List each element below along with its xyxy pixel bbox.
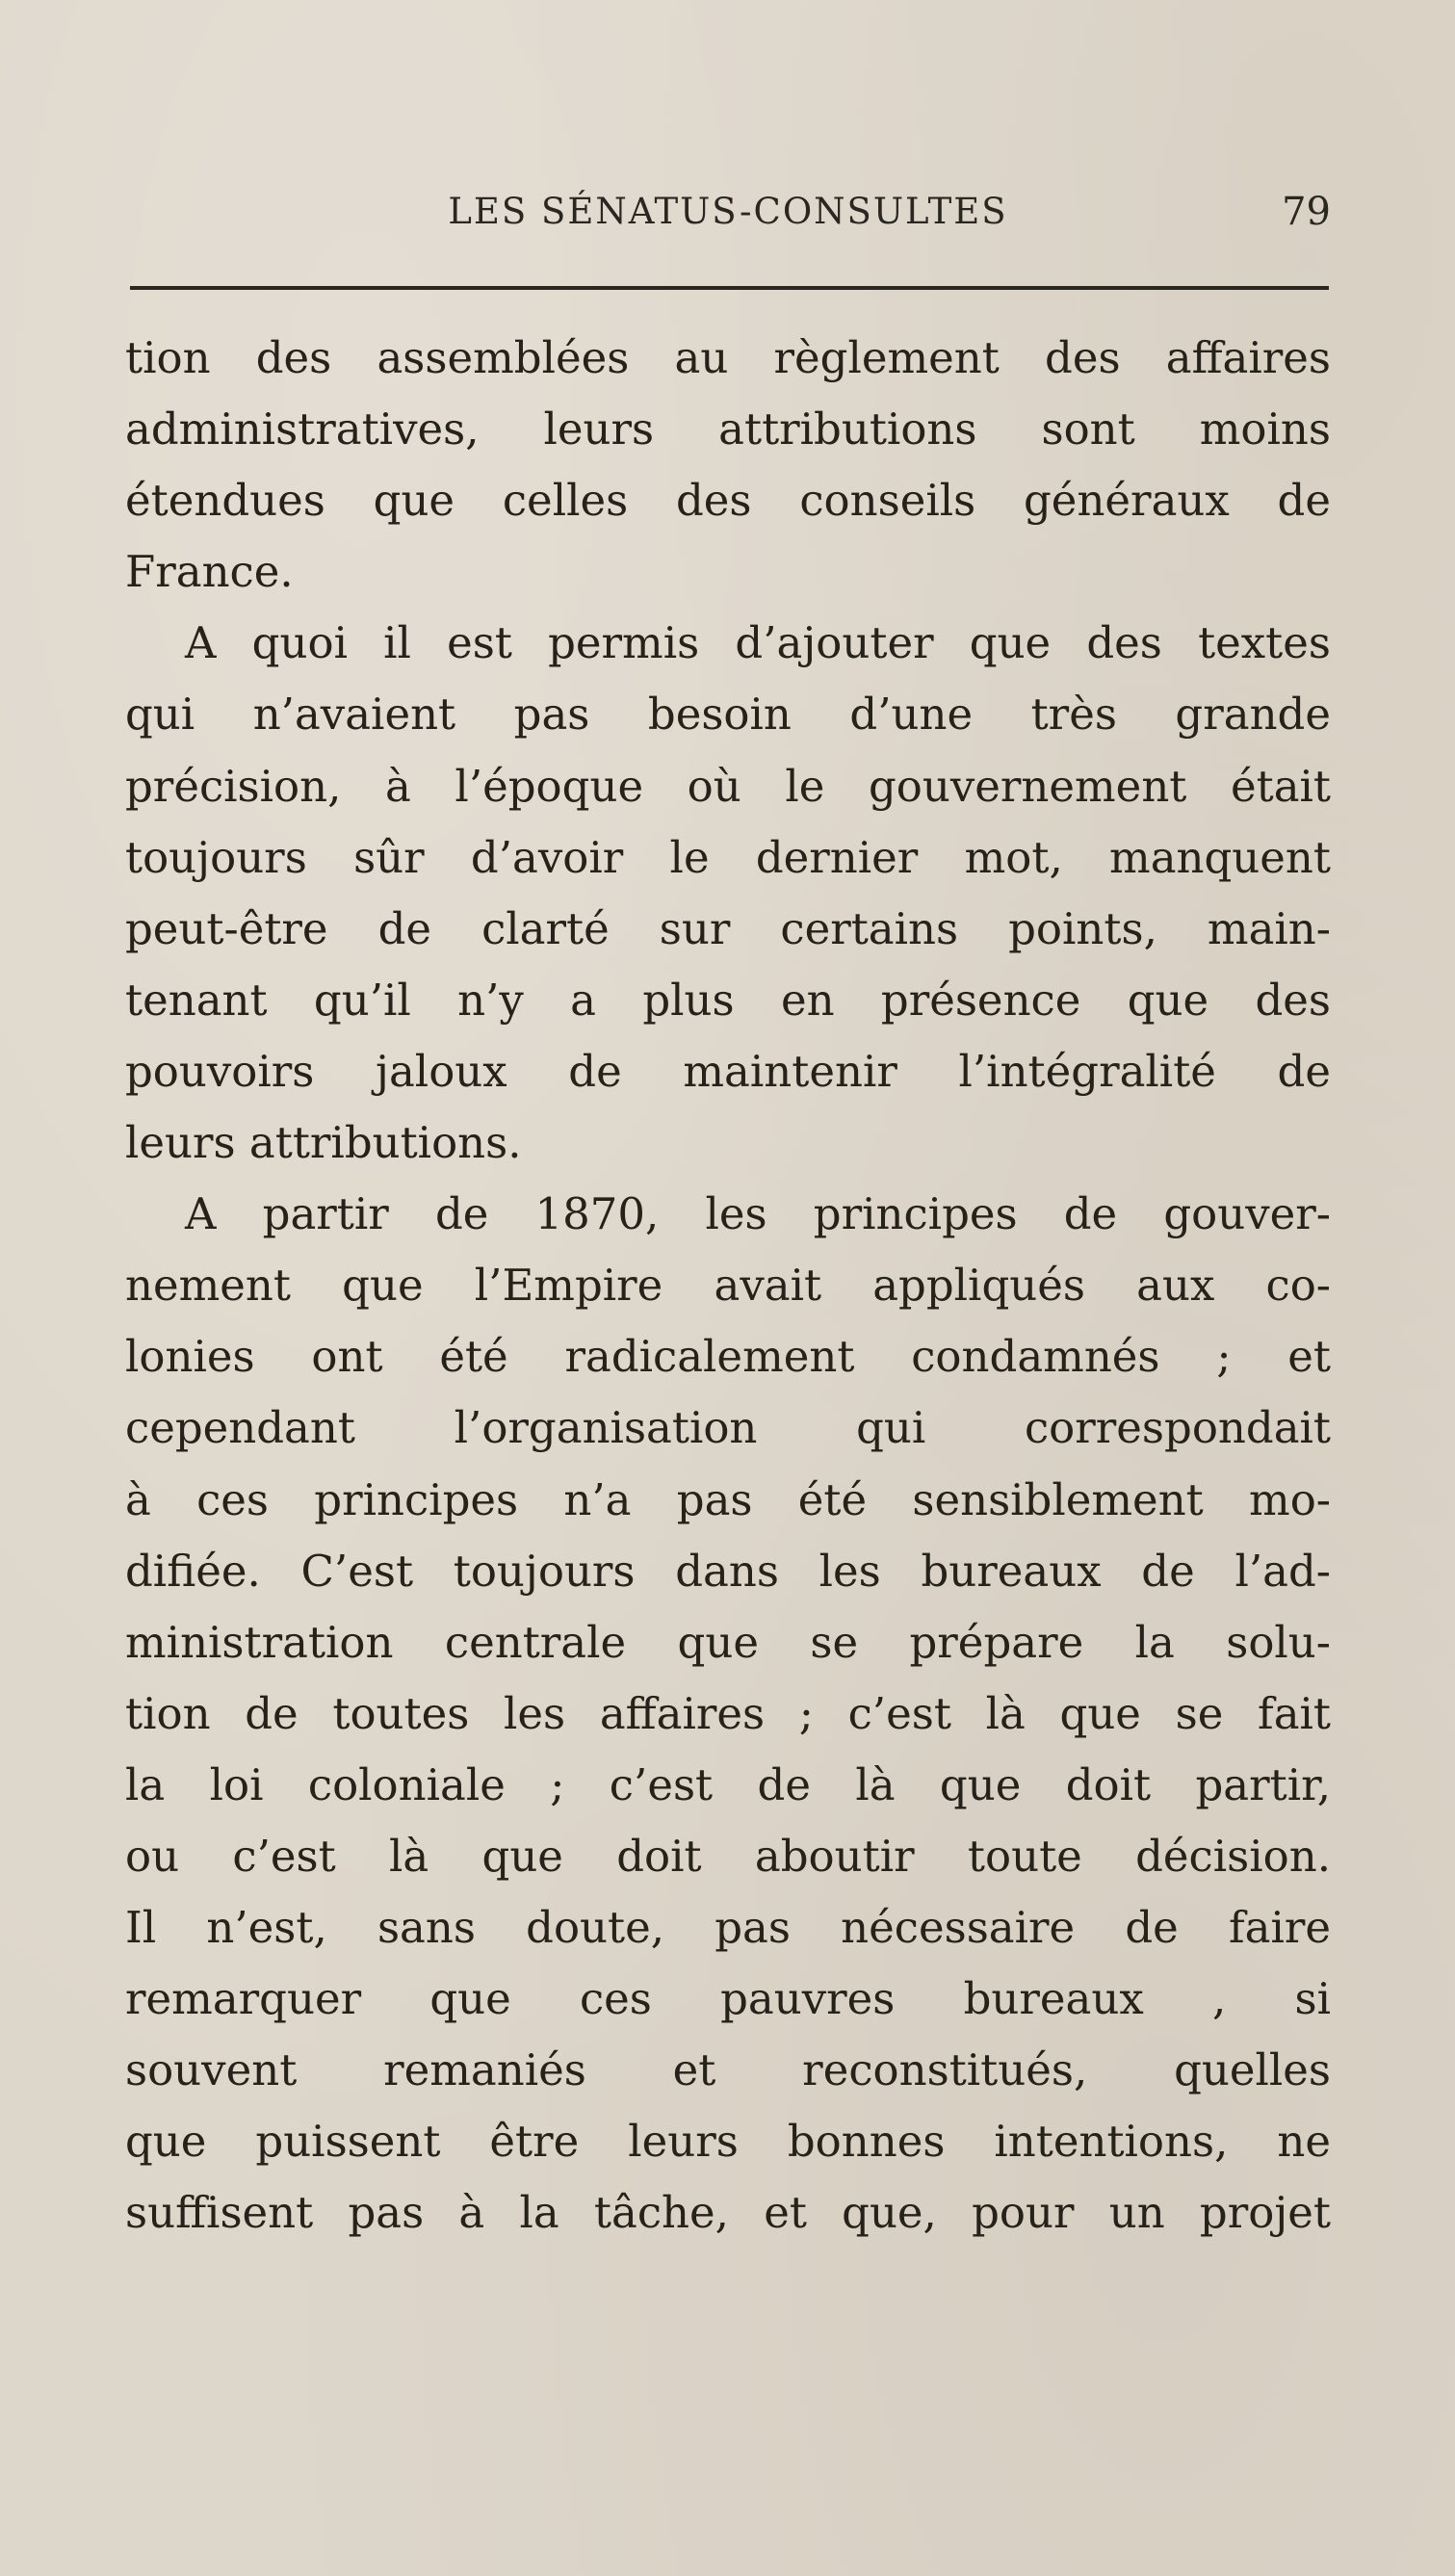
text-line: suffisent pas à la tâche, et que, pour un projet [125, 2187, 1331, 2239]
text-line: ministration centrale que se prépare la solu- [125, 1616, 1331, 1668]
text-line: lonies ont été radicalement condamnés ; et [125, 1331, 1331, 1383]
text-line: souvent remaniés et reconstitués, quelles [125, 2044, 1331, 2096]
text-line: pouvoirs jaloux de maintenir l’intégralité de [125, 1045, 1331, 1097]
text-line: cependant l’organisation qui correspondait [125, 1402, 1331, 1454]
body-text [125, 323, 1331, 2250]
text-line: à ces principes n’a pas été sensiblement mo- [125, 1473, 1331, 1525]
text-line: Il n’est, sans doute, pas nécessaire de faire [125, 1902, 1331, 1954]
running-title: LES SÉNATUS-CONSULTES [448, 191, 1008, 232]
page-number: 79 [1282, 190, 1331, 234]
text-line: précision, à l’époque où le gouvernement était [125, 760, 1331, 812]
header-rule [130, 286, 1329, 290]
text-line: A partir de 1870, les principes de gouver- [185, 1188, 1331, 1240]
text-line: nement que l’Empire avait appliqués aux co- [125, 1260, 1331, 1312]
text-line: toujours sûr d’avoir le dernier mot, manquent [125, 831, 1331, 883]
text-line: étendues que celles des conseils généraux de [125, 475, 1331, 527]
text-line: qui n’avaient pas besoin d’une très grande [125, 689, 1331, 741]
text-line: difiée. C’est toujours dans les bureaux de l’ad- [125, 1545, 1331, 1597]
text-line: ou c’est là que doit aboutir toute décision. [125, 1830, 1331, 1882]
text-line: peut-être de clarté sur certains points, main- [125, 902, 1331, 954]
text-line: administratives, leurs attributions sont moins [125, 403, 1331, 455]
text-line: tion des assemblées au règlement des affaires [125, 332, 1331, 383]
text-line: leurs attributions. [125, 1117, 522, 1169]
text-line: France. [125, 546, 294, 598]
text-line: tion de toutes les affaires ; c’est là que se fait [125, 1687, 1331, 1739]
text-line: A quoi il est permis d’ajouter que des textes [185, 617, 1331, 669]
text-line: que puissent être leurs bonnes intentions, ne [125, 2116, 1331, 2168]
text-line: tenant qu’il n’y a plus en présence que des [125, 974, 1331, 1026]
text-line: remarquer que ces pauvres bureaux , si [125, 1973, 1331, 2025]
running-head [125, 183, 1331, 241]
text-line: la loi coloniale ; c’est de là que doit partir, [125, 1758, 1331, 1810]
